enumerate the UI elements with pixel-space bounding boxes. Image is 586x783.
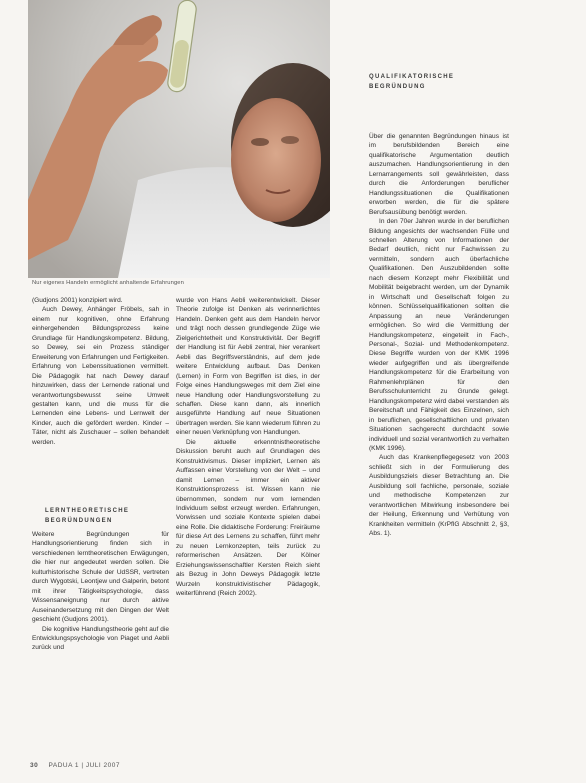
col1-paragraph-2: Auch Dewey, Anhänger Fröbels, sah in einem nur kognitiven, ohne Erfahrung einhergehenden Bildungsprozess keine Grundlage für Handlungskompetenz. Bildung, so Dewey, sei ein Prozess ständiger Erweiterung von Erfahrungen und Fertigkeiten. Erfahrung von Lebenssituationen vermittelt. Die Pädagogik hat nach Dewey darauf hinzuwirken, dass der Lernende rational und verantwortungsbewusst seine Umwelt gestalten kann, und die muss für die Lernenden eine Lebens- und Lernwelt der Kinder, auch die gefördert werden. Kinder – Täter, nicht als Zuschauer – sollen behandelt werden.: [32, 306, 169, 446]
col3-paragraph-2: In den 70er Jahren wurde in der beruflichen Bildung angesichts der wachsenden Fülle und schnellen Alterung von Informationen der Bedarf deutlich, nicht nur Fachwissen zu vermitteln, sondern auch überfachliche Qualifikationen. Den Auszubildenden sollte nach diesem Konzept mehr Flexibilität und Mobilität beigebracht werden, um der Dynamik in Wirtschaft und Gesellschaft folgen zu können. Schlüsselqualifikationen sollten die Anpassung an neue Veränderungen ermöglichen. So wird die Vermittlung der Handlungskompetenz, eingeteilt in Fach-, Personal-, Sozial- und Methodenkompetenz. Diese Begriffe wurden von der KMK 1996 wieder aufgegriffen und als übergreifende Handlungskompetenz für die Erarbeitung von Rahmenlehrplänen für den Berufsschulunterricht zu Grunde gelegt. Handlungskompetenz wird dabei verstanden als Bereitschaft und Fähigkeit des Einzelnen, sich in beruflichen, gesellschaftlichen und privaten Situationen sachgerecht durchdacht sowie individuell und sozial verantwortlich zu verhalten (KMK 1996).: [369, 218, 509, 452]
col2-paragraph-1: wurde von Hans Aebli weiterentwickelt. Dieser Theorie zufolge ist Denken als verinnerlichtes Handeln. Denken geht aus dem Handeln hervor und trägt noch dessen grundlegende Züge wie Zielgerichtetheit und Konstruktivität. Der Begriff der Handlung ist für Aebli zentral, hier verankert Aebli das Begriffsverständnis, auf dem jede weitere Entwicklung aufbaut. Das Denken (Lernen) in Form von Begriffen ist dies, in der Folge eines Handlungsweges mit dem Ziel eine neue Handlung oder Handlungsvorstellung zu schaffen. Diese kann dann, als innerlich ausgeführte Handlung auf neue Situationen übertragen werden. Sie kann wiederum führen zu einer neuen Verknüpfung von Handlungen.: [176, 297, 320, 437]
photo-illustration: [28, 0, 330, 278]
publication-line: PADUA 1 | JULI 2007: [48, 762, 120, 769]
col2-paragraph-2: Die aktuelle erkenntnistheoretische Diskussion beruht auch auf Grundlagen des Konstruktivismus. Dieser impliziert, Lernen als Auffassen einer Vorstellung von der Welt – und damit Lernen – immer ein aktiver Konstruktionsprozess ist. Wissen kann nie übernommen, sondern nur vom lernenden Individuum selbst erzeugt werden. Erfahrungen, Vorwissen und soziale Kontexte spielen dabei eine Rolle. Die didaktische Forderung: Freiräume für diese Art des Lernens zu schaffen, führt mehr zu neuen Lernkonzepten, teils zurück zu reformerischen Ansätzen. Der Kölner Erziehungswissenschaftler Kersten Reich sieht als Bezug in John Deweys Pädagogik letzte Wurzeln konstruktivistischer Pädagogik, weiterführend (Reich 2002).: [176, 438, 320, 598]
page-footer: [30, 762, 120, 769]
page-number: 30: [30, 762, 39, 769]
section-heading-qualifikatorisch: QUALIFIKATORISCHE BEGRÜNDUNG: [369, 74, 455, 90]
col1-paragraph-3: Weitere Begründungen für Handlungsorientierung finden sich in verschiedenen lerntheoretischen Erwägungen, die hier nur angedeutet werden sollen. Die kulturhistorische Schule der UdSSR, vertreten durch Wygotski, Leontjew und Galperin, betont mit ihrer Tätigkeitspsychologie, dass Wissensaneignung nur durch aktive Auseinandersetzung mit den Dingen der Welt geschieht (Gudjons 2001).: [32, 531, 169, 624]
col1-paragraph-1: (Gudjons 2001) konzipiert wird.: [32, 297, 123, 304]
col1-paragraph-4: Die kognitive Handlungstheorie geht auf die Entwicklungspsychologie von Piaget und Aebli zurück und: [32, 625, 169, 652]
col3-paragraph-3: Auch das Krankenpflegegesetz von 2003 schließt sich in der Formulierung des Ausbildungsziels dieser Betrachtung an. Die Ausbildung soll fachliche, personale, soziale und methodische Kompetenzen zur verantwortlichen Mitwirkung insbesondere bei der Heilung, Erkennung und Verhütung von Krankheiten vermitteln (KrPflG Abschnitt 2, §3, Abs. 1).: [369, 454, 509, 538]
column-3: [369, 132, 509, 538]
photo-caption: Nur eigenes Handeln ermöglicht anhaltende Erfahrungen: [32, 280, 184, 286]
column-1-lower: [32, 530, 169, 653]
column-2: [176, 296, 320, 599]
column-1: [32, 296, 169, 447]
article-photo: [28, 0, 330, 278]
col3-paragraph-1: Über die genannten Begründungen hinaus ist im berufsbildenden Bereich eine qualifikatorische Argumentation deutlich auszumachen. Handlungsorientierung in den Lernarrangements soll gewährleisten, dass durch die Anforderungen beruflicher Handlungssituationen die Qualifikationen erworben werden, die für die spätere Berufsausübung benötigt werden.: [369, 133, 509, 216]
section-heading-lerntheoretisch: LERNTHEORETISCHE BEGRÜNDUNGEN: [45, 508, 130, 524]
